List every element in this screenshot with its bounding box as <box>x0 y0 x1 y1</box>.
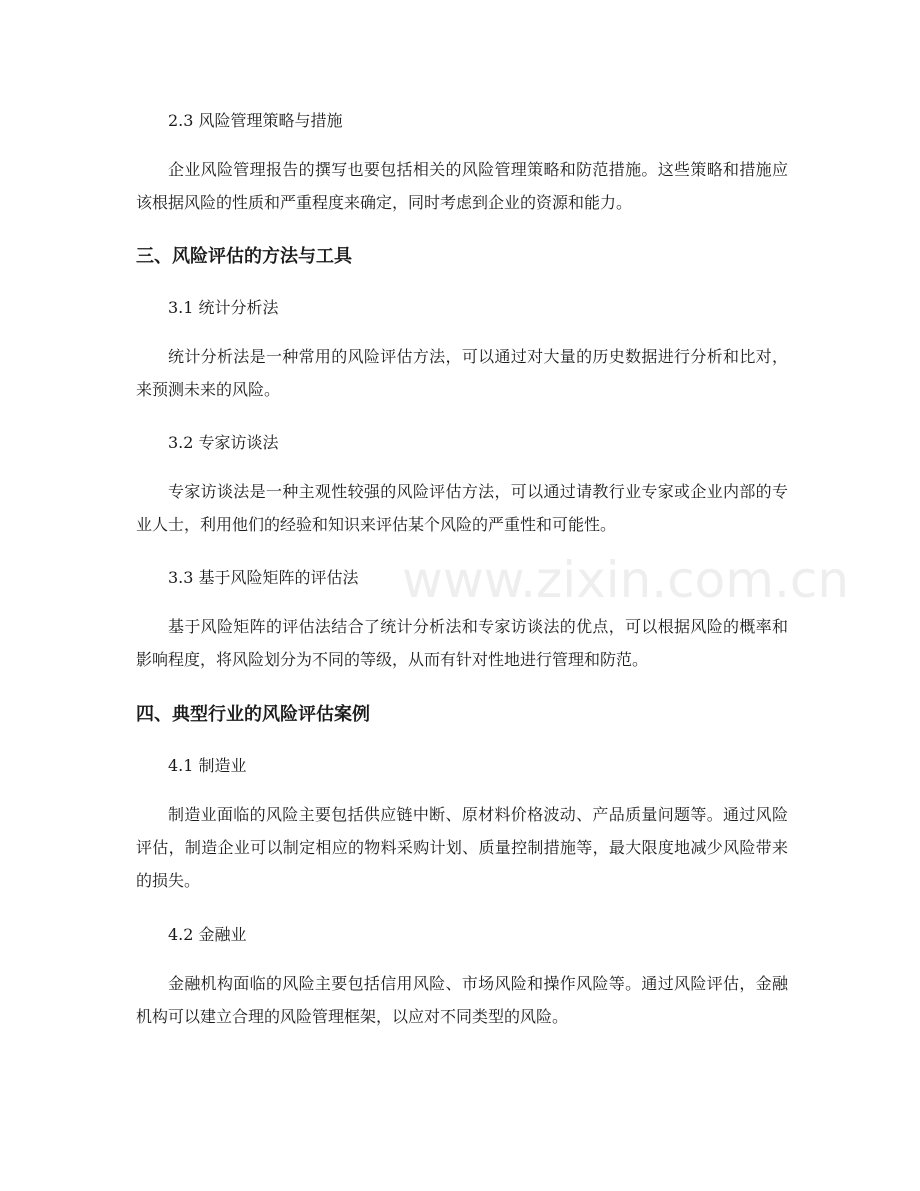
watermark-text: www.zixin.com.cn <box>402 551 850 609</box>
subsection-title-4-2: 4.2 金融业 <box>168 925 247 944</box>
paragraph-3-1: 统计分析法是一种常用的风险评估方法，可以通过对大量的历史数据进行分析和比对，来预测未来的风险。 <box>136 347 788 399</box>
section-heading-4: 四、典型行业的风险评估案例 <box>136 704 370 725</box>
paragraph-4-2: 金融机构面临的风险主要包括信用风险、市场风险和操作风险等。通过风险评估，金融机构可以建立合理的风险管理框架，以应对不同类型的风险。 <box>136 974 788 1026</box>
paragraph-2-3: 企业风险管理报告的撰写也要包括相关的风险管理策略和防范措施。这些策略和措施应该根据风险的性质和严重程度来确定，同时考虑到企业的资源和能力。 <box>136 160 788 212</box>
paragraph-4-1: 制造业面临的风险主要包括供应链中断、原材料价格波动、产品质量问题等。通过风险评估，制造企业可以制定相应的物料采购计划、质量控制措施等，最大限度地减少风险带来的损失。 <box>136 805 788 890</box>
subsection-title-3-1: 3.1 统计分析法 <box>168 298 279 317</box>
subsection-title-3-3: 3.3 基于风险矩阵的评估法 <box>168 568 359 587</box>
subsection-title-4-1: 4.1 制造业 <box>168 756 247 775</box>
subsection-title-2-3: 2.3 风险管理策略与措施 <box>168 111 343 130</box>
subsection-title-3-2: 3.2 专家访谈法 <box>168 433 279 452</box>
paragraph-3-2: 专家访谈法是一种主观性较强的风险评估方法，可以通过请教行业专家或企业内部的专业人士，利用他们的经验和知识来评估某个风险的严重性和可能性。 <box>136 482 788 534</box>
paragraph-3-3: 基于风险矩阵的评估法结合了统计分析法和专家访谈法的优点，可以根据风险的概率和影响程度，将风险划分为不同的等级，从而有针对性地进行管理和防范。 <box>136 617 788 669</box>
section-heading-3: 三、风险评估的方法与工具 <box>136 246 352 267</box>
